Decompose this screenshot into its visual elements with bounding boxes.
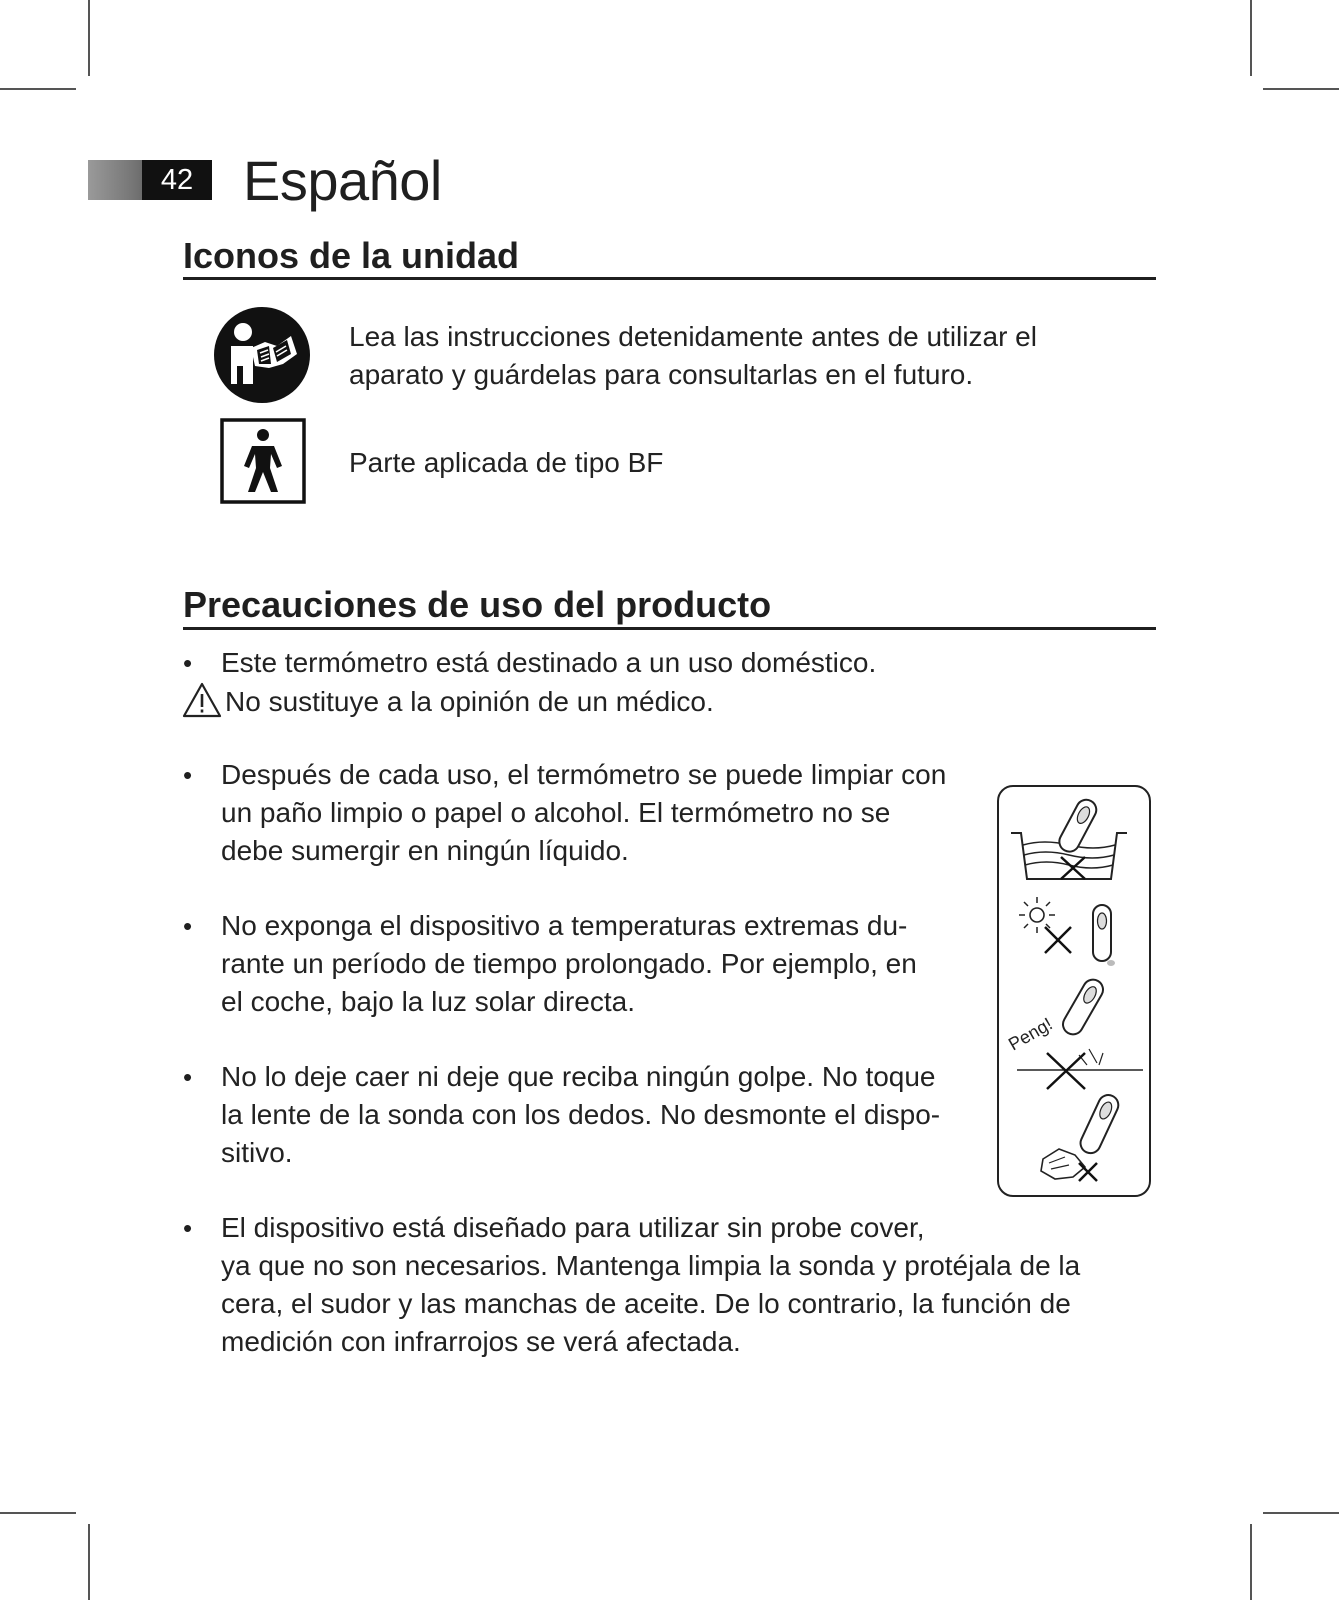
text-line: aparato y guárdelas para consultarlas en el futuro. (349, 359, 974, 390)
text-line: el coche, bajo la luz solar directa. (221, 986, 635, 1017)
bullet-dot: • (183, 648, 193, 678)
icon-description-manual (349, 318, 1037, 394)
no-drop-icon (1005, 976, 1143, 1089)
precaution-item-3 (221, 907, 917, 1021)
page-number: 42 (142, 160, 212, 200)
section-rule (183, 277, 1156, 280)
no-immersion-icon (1011, 796, 1127, 879)
section-title-icons: Iconos de la unidad (183, 235, 520, 276)
bullet-dot: • (183, 760, 193, 790)
text-line: Este termómetro está destinado a un uso doméstico. (221, 647, 877, 678)
drop-label: Peng! (1005, 1013, 1056, 1055)
text-line: rante un período de tiempo prolongado. Por ejemplo, en (221, 948, 917, 979)
crop-mark-bottom-left-horizontal (0, 1512, 76, 1514)
precaution-item-4 (221, 1058, 940, 1172)
icon-description-bf: Parte aplicada de tipo BF (349, 447, 664, 478)
text-line: un paño limpio o papel o alcohol. El termómetro no se (221, 797, 891, 828)
text-line: ya que no son necesarios. Mantenga limpia la sonda y protéjala de la (221, 1250, 1081, 1281)
warning-triangle-icon (182, 682, 222, 718)
text-line: No lo deje caer ni deje que reciba ningún golpe. No toque (221, 1061, 936, 1092)
crop-mark-bottom-left-vertical (88, 1524, 90, 1600)
text-line: El dispositivo está diseñado para utilizar sin probe cover, (221, 1212, 925, 1243)
warning-text: No sustituye a la opinión de un médico. (225, 686, 714, 717)
bullet-dot: • (183, 1213, 193, 1243)
precaution-item-5 (221, 1209, 1080, 1361)
crop-mark-bottom-right-horizontal (1263, 1512, 1339, 1514)
bullet-dot: • (183, 1062, 193, 1092)
crop-mark-top-left-vertical (88, 0, 90, 76)
crop-mark-bottom-right-vertical (1250, 1524, 1252, 1600)
language-title: Español (243, 149, 442, 212)
crop-mark-top-right-horizontal (1263, 88, 1339, 90)
no-touch-lens-icon (1041, 1092, 1122, 1181)
precautions-illustration-panel (997, 785, 1151, 1197)
section-title-precautions: Precauciones de uso del producto (183, 584, 772, 625)
text-line: Lea las instrucciones detenidamente antes de utilizar el (349, 321, 1037, 352)
text-line: No exponga el dispositivo a temperaturas extremas du- (221, 910, 908, 941)
text-line: sitivo. (221, 1137, 293, 1168)
text-line: cera, el sudor y las manchas de aceite. De lo contrario, la función de (221, 1288, 1071, 1319)
read-manual-icon (213, 306, 311, 404)
section-rule (183, 627, 1156, 630)
bullet-dot: • (183, 911, 193, 941)
precaution-item-2 (221, 756, 946, 870)
text-line: debe sumergir en ningún líquido. (221, 835, 629, 866)
crop-mark-top-left-horizontal (0, 88, 76, 90)
crop-mark-top-right-vertical (1250, 0, 1252, 76)
no-sunlight-icon (1019, 897, 1115, 966)
text-line: Después de cada uso, el termómetro se puede limpiar con (221, 759, 947, 790)
precaution-item-1 (221, 644, 876, 682)
text-line: medición con infrarrojos se verá afectada. (221, 1326, 741, 1357)
text-line: la lente de la sonda con los dedos. No desmonte el dispo- (221, 1099, 941, 1130)
type-bf-applied-part-icon (220, 418, 306, 504)
